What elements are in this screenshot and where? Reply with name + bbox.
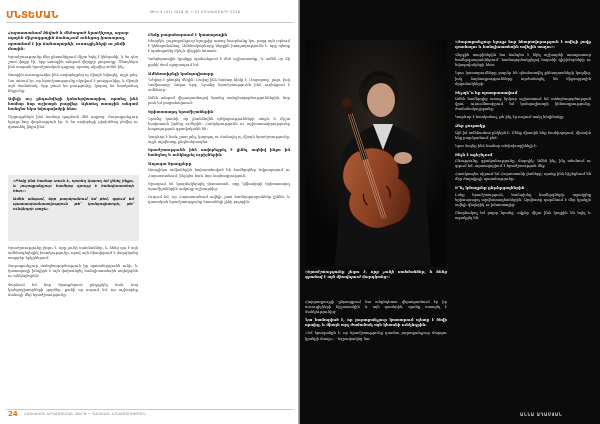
paragraph: Նրանց կասեի, որ չհանձնվեն դժվարությունների առջև և միշտ հավատան իրենց ուժերին: Համբերությունն ու աշխատասիրությունը հաջողության գրավականն են: [148, 116, 290, 131]
paragraph: Նա համոզված է, որ յուրաքանչյուր կատարում պետք է ծնվի սրտից, և միայն այդ ժամանակ այն կհասնի ունկնդրին: [305, 318, 447, 328]
paragraph: Ուզում եմ, որ Հայաստանում ավելի շատ համերգասրահներ լինեն, և դասական երաժշտությունը հասանելի լինի բոլորին: [148, 194, 290, 204]
paragraph: Կարևոր է հասկանալ, թե ինչ էր ուզում ասել հեղինակը: [455, 115, 565, 120]
section-heading: Ձեր ջութակը [455, 123, 486, 129]
paragraph: Նրա ձայնը ինձ համար անփոխարինելի է: [455, 143, 538, 148]
paragraph: Հատկապես սիրում եմ Հայաստանի լեռները, որոնք ինձ հիշեցնում են մեր ժողովրդի պատմությունը: [455, 172, 591, 182]
caption-text: «Երաժշտությունը լեզու է, որը չունի սահմաններ, և հենց դրանով է այն միավորում մարդկանց»: [305, 270, 447, 280]
paragraph: Մրցույթներն ինձ համար դարձան մեծ դպրոց: Յուրաքանչյուր ելույթ նոր փորձություն էր, և ես սովորեցի չվախենալ բեմից ու վստահել ինքս ինձ: [8, 115, 138, 130]
paragraph: «Իմ երազանքն է, որ երաժշտությունը դառնա յուրաքանչյուր մարդու կյանքի մասը», - եզրափակեց նա: [305, 331, 447, 341]
paragraph: Առաջիկա ամիսներին նախատեսված են համերգներ Եվրոպայում ու Հայաստանում, ինչպես նաև նոր ձայնագրություն: [148, 168, 290, 178]
masthead-logo [6, 7, 64, 21]
issue-info: ԹԻՎ 4 (41) 2018 Թ. • 31 ՀՈԿՏԵՄԲԵՐԻ 2018 [150, 10, 241, 14]
musician-photo [305, 40, 447, 266]
header-divider [6, 22, 294, 23]
left-column-1 [8, 30, 138, 133]
paragraph: Կարևոր է նաև շատ լսել, կարդալ ու ճանաչել ոչ միայն երաժշտությունը, այլև արվեստը ընդհանրապես: [148, 134, 290, 144]
left-column-1-continued [8, 246, 138, 301]
photo-caption [305, 270, 447, 283]
paragraph: Փորձում եմ նոր ծրագրերում ընդգրկել նաև հայ կոմպոզիտորների գործեր, քանի որ ուզում եմ, որ աշխարհը ճանաչի մեր երաժշտությունը: [8, 282, 138, 297]
pull-quote-text: Ամեն անգամ, երբ բարձրանում եմ բեմ, զգում եմ պատասխանատվություն թե՛ կոմպոզիտորի, թե՛ ունկնդրի առջև: [13, 197, 134, 212]
paragraph: Ավելի ուշ ընդունվեցի կոնսերվատորիա, որտեղ ինձ համար նոր աշխարհ բացվեց: Այնտեղ առաջին անգամ հանդես եկա նվագախմբի հետ: [8, 96, 138, 112]
footer-divider [6, 409, 294, 410]
section-heading: Ինչպե՞ս եք պատրաստվում [455, 89, 518, 95]
paragraph: Երաժշտությունը լեզու է, որը չունի սահմաններ, և հենց դա է այն ամենագեղեցիկ հատկությունը, որով այն միավորում է մարդկանց տարբեր երկրներում: [8, 246, 138, 261]
section-heading: Ինչն է ոգեշնչում [455, 151, 493, 157]
paragraph: Այն իմ ամենամոտ ընկերն է: Մենք միասին ենք ճամփորդում, միասին ենք բարձրանում բեմ: [455, 130, 591, 140]
paragraph: Լսեք երաժշտություն, հաճախեք համերգների, աջակցեք երիտասարդ արվեստագետներին: Արվեստը դարձնում է մեր կյանքն ավելի գեղեցիկ ու իմաստալից: [455, 192, 591, 207]
paragraph: Նրա կատարումները բարձր են գնահատվել քննադատների կողմից, իսկ ձայնագրությունները արժանացել են միջազգային մրցանակների: [455, 71, 591, 86]
article-lead: Հայաստանում ծնված և մեծացած երաժիշտը, այսօր արդեն միջազգային ճանաչում ունեցող կատարող, պատմում է իր ճանապարհի, ուսուցիչների ու բեմի մասին: [8, 30, 129, 51]
paragraph: Կոնցերտային կյանքը պահանջում է մեծ աշխատանք, և ամեն օր մի քանի ժամ պարապում եմ: [148, 57, 290, 67]
section-heading: Երիտասարդ երաժիշտներին [148, 109, 214, 115]
paragraph: Յուրաքանչյուր ստեղծագործություն իր պատմությունն ունի, և կատարողի խնդիրն է այն փոխանցել հանդիսատեսին ազնվորեն ու անկեղծորեն: [8, 264, 138, 279]
right-page-column [455, 40, 591, 224]
paragraph: Հարցազրույցի ընթացքում նա անընդհատ վերադառնում էր իր ուսուցիչների հիշատակին և այն դասերին, որոնք ստացել է մանկությունից: [305, 300, 447, 315]
page-number: 24 [8, 410, 18, 418]
section-heading: Ի՞նչ կմաղթեք ընթերցողներին [455, 185, 525, 191]
masthead-logo-text: ՄՆՏԵՄԱՆ [6, 10, 59, 21]
paragraph: Շնորհակալ եմ բոլոր նրանց, ովքեր միշտ ինձ կողքին են եղել և աջակցել են: [455, 210, 591, 220]
paragraph: Առաջին ուսուցչուհիս ինձ սովորեցրեց ոչ միայն նվագել, այլև լսել: Նա ասում էր, որ երաժշտությունը սկսվում է լռությունից, և միայն այն ժամանակ, երբ լսում ես լռությունը, կարող ես հասկանալ հնչյունը: [8, 73, 138, 93]
paragraph: Վերջին տարիներին նա հանդես է եկել աշխարհի առաջատար համերգասրահներում՝ համագործակցելով հայտնի դիրիժորների ու նվագախմբերի հետ: [455, 53, 591, 68]
paragraph: Երազում եմ կազմակերպել փառատոն, որը կմիավորի երիտասարդ երաժիշտներին ամբողջ աշխարհից: [148, 181, 290, 191]
paragraph: Դժվար է ընտրել մեկին: Բախը ինձ համար հիմք է, Մոցարտը՝ լույս, իսկ Կոմիտասը՝ հոգու երգ: Նրանց երաժշտությունն ինձ ուղեկցում է ամենուր: [148, 77, 290, 93]
section-heading: Ապագա ծրագրերը [148, 161, 192, 167]
paragraph: Ամեն անգամ վերադառնալով նրանց ստեղծագործություններին, նոր բան եմ բացահայտում: [148, 96, 290, 106]
section-heading: Ամենասիրելի կոմպոզիտորը [148, 70, 214, 76]
pull-quote-text: «Բեմը ինձ համար տուն է, որտեղ կարող եմ լինել ինքս, և յուրաքանչյուր համերգ զրույց է հանդիսատեսի հետ»: [13, 179, 134, 194]
paragraph: Երաժշտությունն ինձ սովորեցրել է լինել ազնիվ ինքս իմ հանդեպ և ունկնդրել ուրիշներին: [148, 148, 290, 158]
paragraph: Ամեն համերգից առաջ երկար աշխատում եմ ստեղծագործության վրա, ուսումնասիրում եմ կոմպոզիտորի կենսագրությունը, ժամանակաշրջանը: [455, 96, 591, 112]
author-byline: ԱՆՆԱ ԱԴԱՄՅԱՆ [520, 412, 563, 417]
left-column-2 [148, 30, 290, 208]
paragraph: Իհարկե, յուրաքանչյուր ելույթից առաջ հուզմունք կա, բայց այն օգնում է կենտրոնանալ: Ամենակարևորը ներքին խաղաղությունն է, որը պետք է պահպանել մինչև վերջին նոտան: [148, 39, 290, 54]
article-lead: «Յուրաքանչյուր ելույթ նոր հնարավորություն է ավելի լավը դառնալու և հանդիսատեսին ավելին տալու»: [455, 40, 591, 50]
paragraph: Բնությունը, գրականությունը, մարդիկ: Ամեն ինչ, ինչ տեսնում ու զգում եմ, արտացոլվում է երաժշտության մեջ: [455, 159, 591, 169]
section-heading: Բեմը բացահայտում է կատարողին [148, 32, 228, 37]
right-page-lower-column [305, 300, 447, 345]
running-title: ՀԱՅԿԱԿԱՆ ԵՐԱԺՇՏԱԿԱՆ ԹԵՐԹ • ԴԱՍԱԿԱՆ ԵՐԱԺՇՏՈՒԹՅՈՒՆ [24, 412, 147, 416]
pull-quote [8, 175, 139, 241]
paragraph: Երաժշտությունը մեր ընտանիքում միշտ եղել է կենդանի, և ես դեռ շատ փոքր էի, երբ առաջին անգամ վերցրի ջութակը: Ծնողներս ինձ տարան երաժշտական դպրոց, որտեղ սկսվեց ամեն ինչ: [8, 55, 138, 70]
